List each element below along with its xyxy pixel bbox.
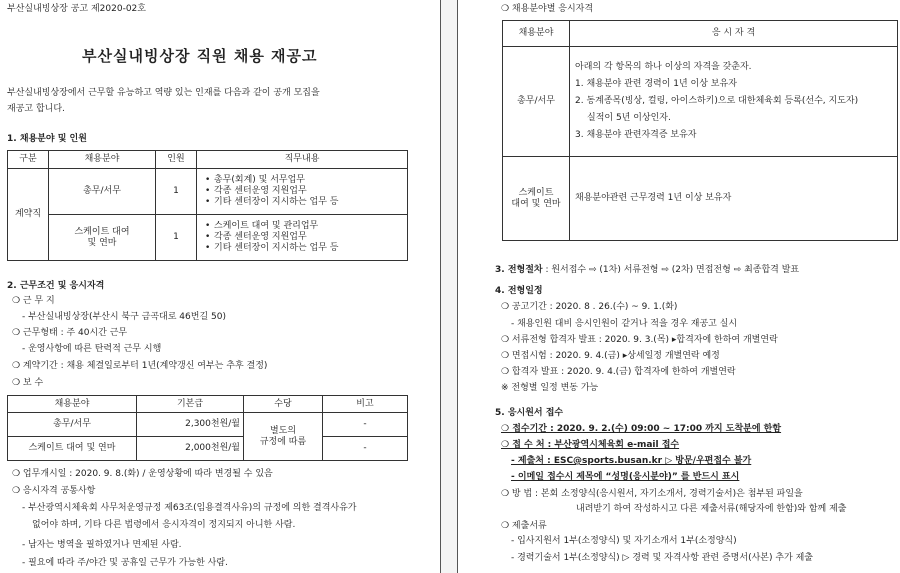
count-cell: 1 bbox=[156, 215, 197, 261]
base-pay-cell: 2,000천원/월 bbox=[137, 437, 244, 461]
qualification-line: 3. 채용분야 관련자격증 보유자 bbox=[575, 130, 697, 140]
schedule-item: ❍ 합격자 발표 : 2020. 9. 4.(금) 합격자에 한하여 개별연락 bbox=[501, 367, 736, 377]
section-3-process: : 원서접수 ⇨ (1차) 서류전형 ⇨ (2차) 면접전형 ⇨ 최종합격 발표 bbox=[542, 265, 800, 275]
duty-item: • 총무(회계) 및 서무업무 bbox=[214, 175, 404, 186]
count-cell: 1 bbox=[156, 169, 197, 215]
intro-line-2: 재공고 합니다. bbox=[7, 104, 65, 114]
col-header-field: 채용분야 bbox=[8, 396, 137, 413]
qualification-line: 실적이 5년 이상인자. bbox=[587, 113, 671, 123]
duty-item: • 기타 센터장이 지시하는 업무 등 bbox=[214, 243, 404, 254]
col-header-duties: 직무내용 bbox=[197, 151, 408, 169]
duties-cell bbox=[197, 169, 408, 215]
field-cell bbox=[503, 157, 570, 241]
application-place: ❍ 접 수 처 : 부산광역시체육회 e-mail 접수 bbox=[501, 440, 680, 450]
contract-period: ❍ 계약기간 : 채용 체결일로부터 1년(계약갱신 여부는 추후 결정) bbox=[12, 361, 268, 371]
qualification-line: - 남자는 병역을 필하였거나 면제된 사람. bbox=[22, 540, 182, 550]
document-item: - 경력기술서 1부(소정양식) ▷ 경력 및 자격사항 관련 증명서(사본) 추가 제출 bbox=[511, 553, 813, 563]
application-period: ❍ 접수기간 : 2020. 9. 2.(수) 09:00 ~ 17:00 까지 도착분에 한함 bbox=[501, 424, 782, 434]
page-gap bbox=[440, 0, 458, 573]
col-header-count: 인원 bbox=[156, 151, 197, 169]
section-1-heading: 1. 채용분야 및 인원 bbox=[7, 134, 87, 144]
field-line-2: 및 연마 bbox=[87, 237, 117, 248]
schedule-note: - 채용인원 대비 응시인원이 같거나 적을 경우 재공고 실시 bbox=[511, 319, 738, 329]
right-page bbox=[458, 0, 900, 573]
schedule-item: ❍ 서류전형 합격자 발표 : 2020. 9. 3.(목) ▸합격자에 한하여 개별연락 bbox=[501, 335, 778, 345]
application-method-line-2: 내려받기 하여 작성하시고 다른 제출서류(해당자에 한함)와 함께 제출 bbox=[576, 504, 847, 514]
note-cell: - bbox=[323, 413, 408, 437]
field-cell bbox=[49, 215, 156, 261]
field-cell: 스케이트 대여 및 연마 bbox=[8, 437, 137, 461]
note-cell: - bbox=[323, 437, 408, 461]
intro-line-1: 부산실내빙상장에서 근무할 유능하고 역량 있는 인재를 다음과 같이 공개 모집을 bbox=[7, 88, 320, 98]
required-documents: ❍ 제출서류 bbox=[501, 521, 547, 531]
qualification-heading: ❍ 채용분야별 응시자격 bbox=[501, 4, 594, 14]
workplace-address: - 부산실내빙상장(부산시 북구 금곡대로 46번길 50) bbox=[22, 312, 226, 322]
qualification-cell bbox=[570, 47, 898, 157]
allowance-cell bbox=[244, 413, 323, 461]
field-cell: 총무/서무 bbox=[49, 169, 156, 215]
employment-type-cell: 계약직 bbox=[8, 169, 49, 261]
qualification-line: - 부산광역시체육회 사무처운영규정 제63조(임용결격사유)의 규정에 의한 결격사유가 bbox=[22, 503, 357, 513]
allowance-line-2: 규정에 따름 bbox=[259, 436, 307, 447]
field-line-1: 스케이트 bbox=[518, 187, 554, 198]
salary-label: ❍ 보 수 bbox=[12, 378, 44, 388]
schedule-item: ❍ 면접시험 : 2020. 9. 4.(금) ▸상세일정 개별연락 예정 bbox=[501, 351, 720, 361]
base-pay-cell: 2,300천원/월 bbox=[137, 413, 244, 437]
allowance-line-1: 별도의 bbox=[269, 425, 297, 436]
qualification-table bbox=[502, 20, 898, 241]
duty-item: • 기타 센터장이 지시하는 업무 등 bbox=[214, 197, 404, 208]
notice-number: 부산실내빙상장 공고 제2020-02호 bbox=[7, 4, 146, 14]
duty-item: • 각종 센터운영 지원업무 bbox=[214, 232, 404, 243]
work-type: ❍ 근무형태 : 주 40시간 근무 bbox=[12, 328, 128, 338]
start-date: ❍ 업무개시일 : 2020. 9. 8.(화) / 운영상황에 따라 변경될 수 있음 bbox=[12, 469, 273, 479]
duty-item: • 스케이트 대여 및 관리업무 bbox=[214, 221, 404, 232]
field-cell: 총무/서무 bbox=[8, 413, 137, 437]
qualification-line: 아래의 각 항목의 하나 이상의 자격을 갖춘자. bbox=[575, 62, 752, 72]
section-5-heading: 5. 응시원서 접수 bbox=[495, 408, 564, 418]
col-header-allowance: 수당 bbox=[244, 396, 323, 413]
qualification-line: 없어야 하며, 기타 다른 법령에서 응시자격이 정지되지 아니한 사람. bbox=[32, 520, 296, 530]
application-method: ❍ 방 법 : 본회 소정양식(응시원서, 자기소개서, 경력기술서)은 첨부된 파일을 bbox=[501, 489, 803, 499]
duty-item: • 각종 센터운영 지원업무 bbox=[214, 186, 404, 197]
col-header-base-pay: 기본급 bbox=[137, 396, 244, 413]
section-4-heading: 4. 전형일정 bbox=[495, 286, 543, 296]
col-header-field: 채용분야 bbox=[503, 21, 570, 47]
document-item: - 입사지원서 1부(소정양식) 및 자기소개서 1부(소정양식) bbox=[511, 536, 737, 546]
field-line-2: 대여 및 연마 bbox=[511, 198, 561, 209]
common-qualification: ❍ 응시자격 공통사항 bbox=[12, 486, 96, 496]
field-line-1: 스케이트 대여 bbox=[74, 226, 130, 237]
qualification-line: 2. 동계종목(빙상, 컬링, 아이스하키)으로 대한체육회 등록(선수, 지도자) bbox=[575, 96, 859, 106]
salary-table bbox=[7, 395, 408, 461]
field-cell: 총무/서무 bbox=[503, 47, 570, 157]
left-page bbox=[0, 0, 440, 573]
section-2-heading: 2. 근무조건 및 응시자격 bbox=[7, 281, 105, 291]
work-type-note: - 운영사항에 따른 탄력적 근무 시행 bbox=[22, 344, 162, 354]
col-header-type: 구분 bbox=[8, 151, 49, 169]
email-subject-note: - 이메일 접수시 제목에 “성명(응시분야)” 를 반드시 표시 bbox=[511, 472, 740, 482]
col-header-note: 비고 bbox=[323, 396, 408, 413]
col-header-field: 채용분야 bbox=[49, 151, 156, 169]
workplace-label: ❍ 근 무 지 bbox=[12, 296, 55, 306]
qualification-line: 1. 채용분야 관련 경력이 1년 이상 보유자 bbox=[575, 79, 737, 89]
schedule-item: ❍ 공고기간 : 2020. 8 . 26.(수) ~ 9. 1.(화) bbox=[501, 302, 678, 312]
section-3 bbox=[495, 264, 799, 276]
duties-cell bbox=[197, 215, 408, 261]
qualification-cell: 채용분야관련 근무경력 1년 이상 보유자 bbox=[570, 157, 898, 241]
col-header-qualification: 응 시 자 격 bbox=[570, 21, 898, 47]
schedule-note: ※ 전형별 일정 변동 가능 bbox=[501, 383, 599, 393]
qualification-line: - 필요에 따라 주/야간 및 공휴일 근무가 가능한 사람. bbox=[22, 558, 228, 568]
page-title: 부산실내빙상장 직원 채용 재공고 bbox=[82, 47, 318, 65]
submission-email: - 제출처 : ESC@sports.busan.kr ▷ 방문/우편접수 불가 bbox=[511, 456, 752, 466]
recruitment-table bbox=[7, 150, 408, 261]
section-3-heading: 3. 전형절차 bbox=[495, 265, 543, 275]
